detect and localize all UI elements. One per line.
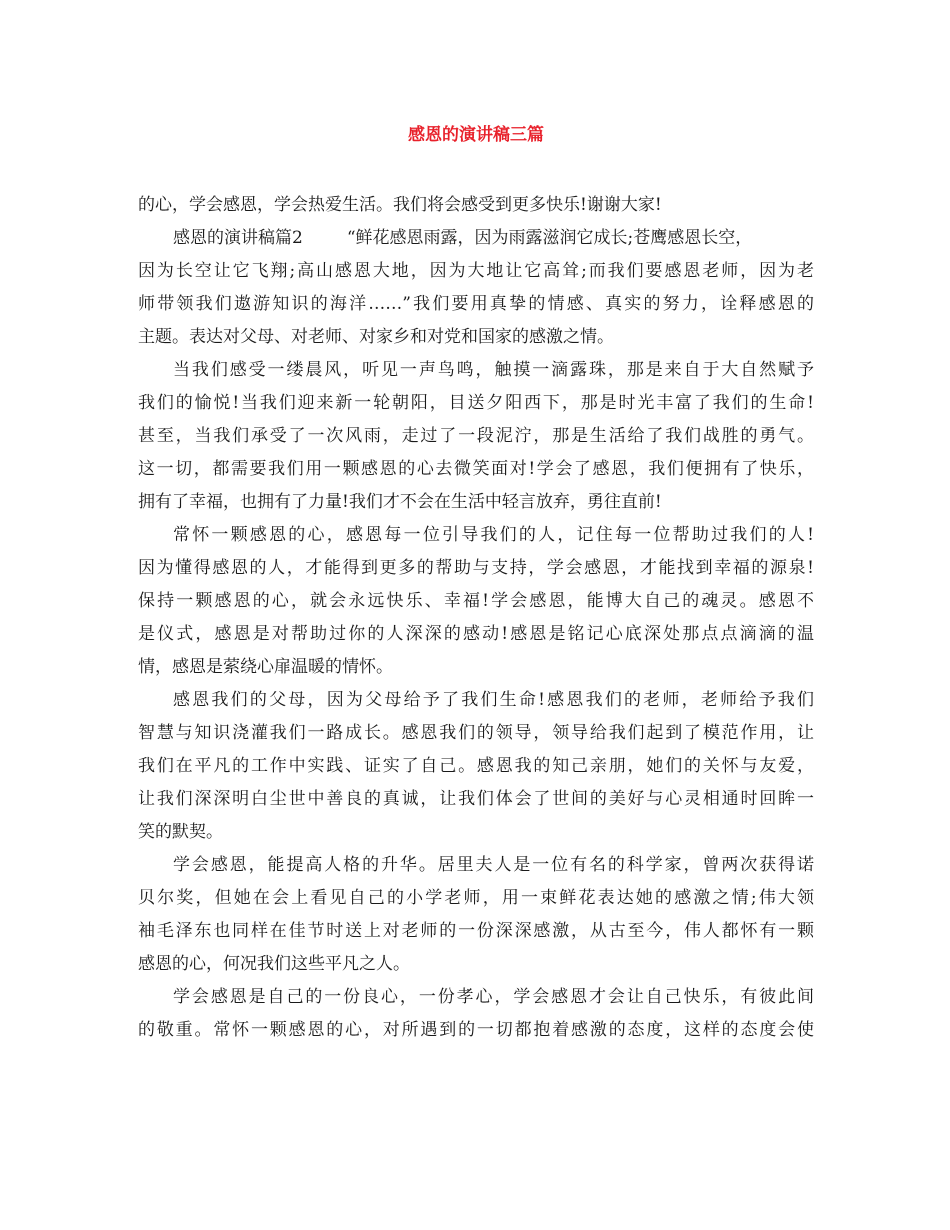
text-line [138, 684, 814, 717]
document-body [138, 189, 814, 1047]
text-line [138, 915, 814, 948]
text-line [138, 849, 814, 882]
text-line [138, 618, 814, 651]
text-line [138, 882, 814, 915]
text-line [138, 552, 814, 585]
text-line [138, 321, 814, 354]
text-line-content: 这一切，都需要我们用一颗感恩的心去微笑面对!学会了感恩，我们便拥有了快乐， [138, 459, 814, 479]
text-line [138, 948, 814, 981]
text-line-content: 智慧与知识浇灌我们一路成长。感恩我们的领导，领导给我们起到了模范作用，让 [138, 723, 814, 743]
text-line-content: 主题。表达对父母、对老师、对家乡和对党和国家的感激之情。 [138, 327, 614, 347]
text-line-content: 因为懂得感恩的人，才能得到更多的帮助与支持，学会感恩，才能找到幸福的源泉! [138, 558, 814, 578]
text-line [138, 783, 814, 816]
text-line [138, 981, 814, 1014]
text-line [138, 354, 814, 387]
text-line-content: 让我们深深明白尘世中善良的真诚，让我们体会了世间的美好与心灵相通时回眸一 [138, 789, 814, 809]
text-line-content: 是仪式，感恩是对帮助过你的人深深的感动!感恩是铭记心底深处那点点滴滴的温 [138, 624, 814, 644]
text-line-content: 因为长空让它飞翔;高山感恩大地，因为大地让它高耸;而我们要感恩老师，因为老 [138, 261, 814, 281]
text-line-content: 笑的默契。 [138, 822, 223, 842]
text-line [138, 519, 814, 552]
text-line [138, 420, 814, 453]
text-line [138, 717, 814, 750]
document-title: 感恩的演讲稿三篇 [408, 125, 544, 145]
text-line [138, 189, 814, 222]
text-line-content: 学会感恩，能提高人格的升华。居里夫人是一位有名的科学家，曾两次获得诺 [173, 855, 814, 875]
text-line [138, 222, 814, 255]
text-line [138, 1014, 814, 1047]
text-line-content: 拥有了幸福，也拥有了力量!我们才不会在生活中轻言放弃，勇往直前! [138, 492, 662, 512]
text-line-content: “鲜花感恩雨露，因为雨露滋润它成长;苍鹰感恩长空， [346, 228, 753, 248]
text-line-content: 贝尔奖，但她在会上看见自己的小学老师，用一束鲜花表达她的感激之情;伟大领 [138, 888, 814, 908]
text-line [138, 486, 814, 519]
text-line-content: 的敬重。常怀一颗感恩的心，对所遇到的一切都抱着感激的态度，这样的态度会使 [138, 1020, 814, 1040]
text-line-content: 感恩的演讲稿篇2 [173, 228, 303, 248]
text-line [138, 387, 814, 420]
text-line [138, 255, 814, 288]
text-line [138, 651, 814, 684]
text-line-content: 感恩我们的父母，因为父母给予了我们生命!感恩我们的老师，老师给予我们 [173, 690, 814, 710]
text-line [138, 816, 814, 849]
text-line-content: 我们在平凡的工作中实践、证实了自己。感恩我的知己亲朋，她们的关怀与友爱， [138, 756, 814, 776]
text-line-content: 情，感恩是萦绕心扉温暖的情怀。 [138, 657, 393, 677]
text-line-content: 常怀一颗感恩的心，感恩每一位引导我们的人，记住每一位帮助过我们的人! [173, 525, 814, 545]
text-line-content: 甚至，当我们承受了一次风雨，走过了一段泥泞，那是生活给了我们战胜的勇气。 [138, 426, 814, 446]
text-line-content: 保持一颗感恩的心，就会永远快乐、幸福!学会感恩，能博大自己的魂灵。感恩不 [138, 591, 814, 611]
text-line-content: 感恩的心，何况我们这些平凡之人。 [138, 954, 410, 974]
text-line-content: 袖毛泽东也同样在佳节时送上对老师的一份深深感激，从古至今，伟人都怀有一颗 [138, 921, 814, 941]
text-line-content: 当我们感受一缕晨风，听见一声鸟鸣，触摸一滴露珠，那是来自于大自然赋予 [173, 360, 814, 380]
text-line [138, 585, 814, 618]
text-line [138, 453, 814, 486]
text-line-content: 的心，学会感恩，学会热爱生活。我们将会感受到更多快乐!谢谢大家! [138, 195, 662, 215]
text-line-content: 学会感恩是自己的一份良心，一份孝心，学会感恩才会让自己快乐，有彼此间 [173, 987, 814, 1007]
text-line-content: 我们的愉悦!当我们迎来新一轮朝阳，目送夕阳西下，那是时光丰富了我们的生命! [138, 393, 814, 413]
text-line-content: 师带领我们遨游知识的海洋……”我们要用真挚的情感、真实的努力，诠释感恩的 [138, 294, 814, 314]
text-line [138, 750, 814, 783]
text-line [138, 288, 814, 321]
